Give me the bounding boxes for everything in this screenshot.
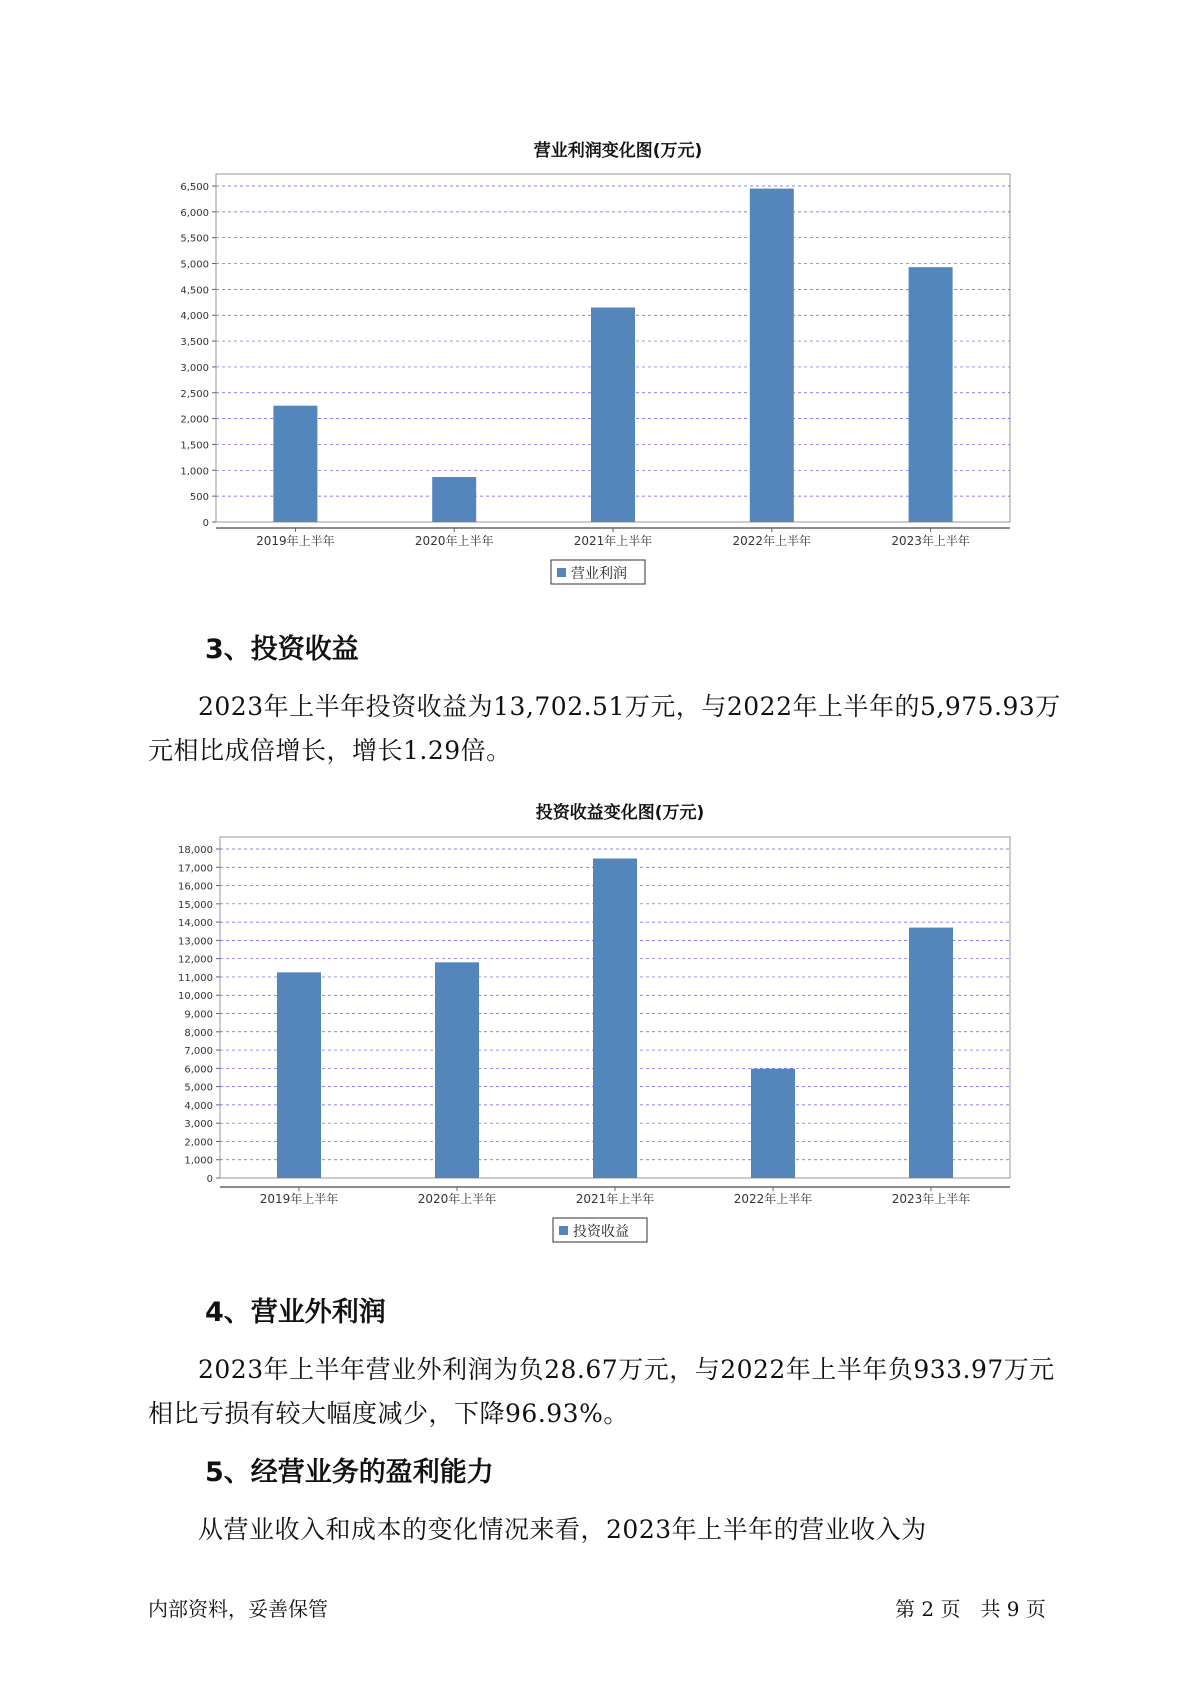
investment-income-y-tick-label: 18,000 — [178, 845, 213, 856]
investment-income-y-tick-label: 0 — [206, 1174, 213, 1185]
investment-income-bar — [435, 962, 479, 1178]
investment-income-y-tick-label: 10,000 — [178, 991, 213, 1003]
investment-income-bar — [277, 972, 321, 1178]
operating-profit-y-tick-label: 4,500 — [180, 285, 209, 297]
operating-profit-y-tick-label: 3,000 — [180, 362, 209, 374]
operating-profit-y-tick-label: 2,500 — [180, 388, 209, 400]
operating-profit-category-label: 2019年上半年 — [256, 534, 335, 548]
investment-income-category-label: 2022年上半年 — [733, 1192, 813, 1206]
investment-income-y-tick-label: 16,000 — [178, 881, 213, 893]
operating-profit-y-tick-label: 6,500 — [180, 182, 209, 193]
footer-page-number: 第 2 页 共 9 页 — [895, 1597, 1046, 1621]
investment-income-legend-swatch — [559, 1226, 568, 1235]
operating-profit-y-tick-label: 0 — [202, 518, 209, 529]
section-heading-investment-income: 3、投资收益 — [205, 634, 359, 665]
investment-income-category-label: 2021年上半年 — [575, 1192, 655, 1206]
section-heading-non-operating-profit: 4、营业外利润 — [205, 1297, 386, 1328]
operating-profit-y-tick-label: 4,000 — [180, 311, 209, 323]
investment-income-y-tick-label: 12,000 — [178, 954, 213, 966]
operating-profit-category-label: 2021年上半年 — [573, 534, 653, 548]
investment-income-y-tick-label: 6,000 — [184, 1064, 213, 1076]
investment-income-y-tick-label: 1,000 — [184, 1155, 213, 1167]
operating-profit-y-tick-label: 500 — [189, 492, 209, 504]
investment-income-category-label: 2020年上半年 — [417, 1192, 497, 1206]
operating-profit-chart-title: 营业利润变化图(万元) — [533, 141, 703, 161]
operating-profit-category-label: 2023年上半年 — [891, 534, 970, 548]
operating-profit-y-tick-label: 5,500 — [180, 233, 209, 245]
investment-income-y-tick-label: 17,000 — [178, 863, 213, 875]
investment-income-y-tick-label: 7,000 — [184, 1046, 213, 1058]
investment-income-category-label: 2023年上半年 — [891, 1192, 971, 1206]
investment-income-bar — [751, 1069, 795, 1178]
investment-income-y-tick-label: 3,000 — [184, 1119, 213, 1131]
investment-income-y-tick-label: 2,000 — [184, 1137, 213, 1149]
investment-income-y-tick-label: 11,000 — [178, 972, 213, 984]
section-text-operating-profitability: 从营业收入和成本的变化情况来看，2023年上半年的营业收入为 — [198, 1515, 927, 1544]
operating-profit-y-tick-label: 5,000 — [180, 259, 209, 271]
section-text-non-operating-profit: 2023年上半年营业外利润为负28.67万元，与2022年上半年负933.97万元相比亏损有较大幅度减少，下降96.93%。 — [148, 1355, 1055, 1428]
investment-income-bar — [593, 859, 637, 1178]
investment-income-y-tick-label: 13,000 — [178, 936, 213, 948]
investment-income-y-tick-label: 5,000 — [184, 1082, 213, 1094]
investment-income-y-tick-label: 14,000 — [178, 918, 213, 930]
operating-profit-y-tick-label: 6,000 — [180, 207, 209, 219]
operating-profit-y-tick-label: 1,500 — [180, 440, 209, 452]
section-text-investment-income: 2023年上半年投资收益为13,702.51万元，与2022年上半年的5,975.93万元相比成倍增长，增长1.29倍。 — [148, 692, 1061, 765]
investment-income-category-label: 2019年上半年 — [259, 1192, 339, 1206]
investment-income-chart-title: 投资收益变化图(万元) — [535, 803, 705, 823]
operating-profit-y-tick-label: 2,000 — [180, 414, 209, 426]
investment-income-legend-label: 投资收益 — [573, 1224, 629, 1240]
section-heading-operating-profitability: 5、经营业务的盈利能力 — [205, 1457, 494, 1488]
investment-income-y-tick-label: 9,000 — [184, 1009, 213, 1021]
investment-income-y-tick-label: 4,000 — [184, 1100, 213, 1112]
operating-profit-legend-label: 营业利润 — [571, 566, 627, 582]
investment-income-y-tick-label: 8,000 — [184, 1027, 213, 1039]
operating-profit-category-label: 2020年上半年 — [414, 534, 494, 548]
investment-income-bar — [909, 928, 953, 1178]
investment-income-y-tick-label: 15,000 — [178, 899, 213, 911]
operating-profit-category-label: 2022年上半年 — [732, 534, 812, 548]
operating-profit-y-tick-label: 1,000 — [180, 466, 209, 478]
operating-profit-y-tick-label: 3,500 — [180, 337, 209, 349]
footer-confidential-note: 内部资料，妥善保管 — [148, 1597, 328, 1621]
